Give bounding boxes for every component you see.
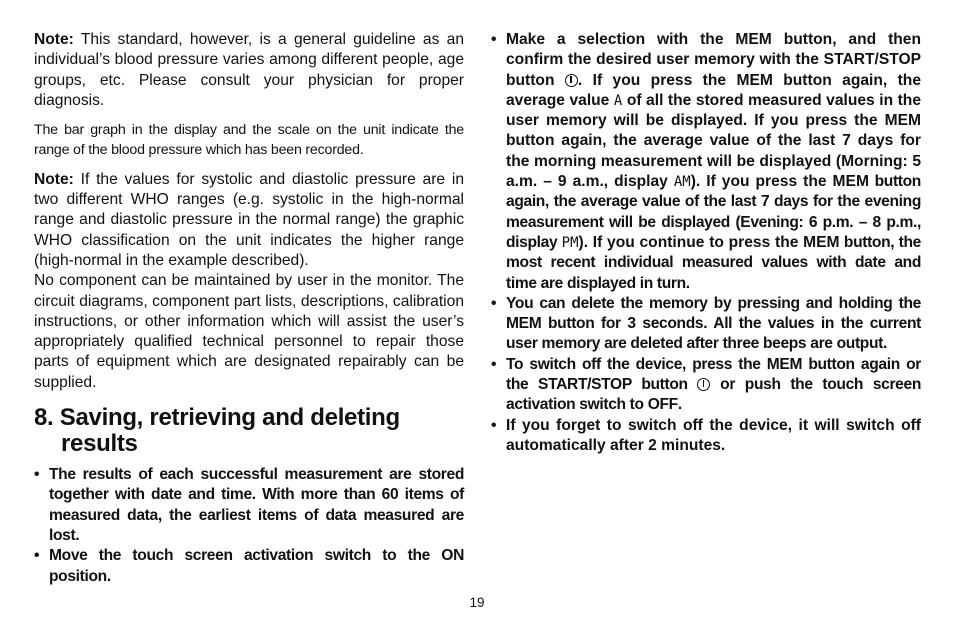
page-number: 19 — [469, 595, 485, 610]
bullet-text: ). If you continue to press the — [578, 233, 804, 251]
list-item — [491, 294, 921, 355]
bullet-text: button, and then confirm the desired user memory with the START/STOP button — [506, 31, 921, 89]
note-text: If the values for systolic and diastolic pressure are in two different WHO ranges (e.g. systolic in the high-normal range and diastolic pressure in the normal range) the graphic WHO classification on the unit indicates the higher range (high-normal in the example described). — [34, 170, 464, 269]
power-icon — [697, 378, 710, 391]
right-column — [491, 30, 921, 456]
bullet-text: button, the most recent individual measured values with date and time are displayed in turn. — [506, 233, 921, 292]
section-heading — [34, 405, 464, 457]
bullet-text: To switch off the device, press the — [506, 355, 767, 373]
mem-keyword: MEM — [735, 31, 772, 48]
left-column — [34, 30, 464, 587]
right-bullet-list — [491, 30, 921, 456]
list-item — [491, 30, 921, 294]
mem-keyword: MEM — [766, 355, 803, 373]
lcd-am-symbol: AM — [673, 174, 691, 191]
off-keyword: OFF — [647, 396, 678, 414]
bullet-text: of all the stored measured values in the user memory will be displayed. If you press the — [506, 91, 922, 130]
lcd-pm-symbol: PM — [561, 234, 579, 251]
note-paragraph-1 — [34, 30, 464, 111]
mem-keyword: MEM — [803, 233, 840, 251]
bullet-text: . If you press the — [577, 71, 737, 89]
note-text: This standard, however, is a general guideline as an individual’s blood pressure varies among different people, age groups, etc. Please consult your physician for proper diagnosis. — [34, 31, 464, 109]
list-item — [491, 355, 921, 416]
bullet-text: or push the touch screen activation switch to — [506, 376, 921, 414]
bullet-text: ). If you press the — [690, 173, 833, 191]
note-paragraph-2 — [34, 170, 464, 271]
list-item: • If you forget to switch off the device, it will switch off automatically after 2 minutes. — [491, 416, 921, 457]
bullet-text: button for 3 seconds. All the values in the current user memory are deleted after three beeps are output. — [506, 315, 921, 353]
bullet-text: button again or the START/STOP button — [506, 355, 921, 394]
heading-line-1: 8. Saving, retrieving and deleting — [34, 404, 400, 432]
lcd-average-symbol: A — [613, 92, 623, 109]
bullet-text: You can delete the memory by pressing and holding the — [506, 294, 921, 312]
bullet-text: button again, the average value — [506, 71, 921, 109]
mem-keyword: MEM — [506, 315, 542, 333]
list-item — [34, 546, 464, 587]
bar-graph-paragraph: The bar graph in the display and the scale on the unit indicate the range of the blood pressure which has been recorded. — [34, 122, 464, 159]
list-item: • The results of each successful measurement are stored together with date and time. With more than 60 items of measured data, the earliest items of data measured are lost. — [34, 465, 464, 546]
left-bullet-list — [34, 465, 464, 587]
bullet-text: Move the touch screen activation switch to the — [49, 547, 442, 565]
heading-line-2: results — [61, 430, 138, 458]
mem-keyword: MEM — [736, 71, 773, 89]
power-icon — [565, 74, 578, 87]
mem-keyword: MEM — [884, 112, 921, 130]
bullet-text: button again, the average value of the last 7 days for the morning measurement will be displayed (Morning: 5 a.m. – 9 a.m., display — [506, 132, 921, 191]
bullet-text: Make a selection with the — [506, 31, 736, 48]
bullet-text: button again, the average value of the last 7 days for the evening measurement will be displayed (Evening: 6 p.m. – 8 p.m., display — [506, 173, 921, 251]
bullet-text: position. — [49, 567, 111, 585]
note-label: Note: — [34, 170, 74, 188]
bullet-text: . — [677, 396, 682, 414]
maintenance-paragraph: No component can be maintained by user in the monitor. The circuit diagrams, component part lists, descriptions, calibration instructions, or other information which will assist the user’s appropriately qualified technical personnel to repair those parts of equipment which are designated repairably can be supplied. — [34, 272, 464, 391]
mem-keyword: MEM — [832, 173, 869, 191]
note-label: Note: — [34, 31, 74, 48]
on-keyword: ON — [441, 547, 464, 565]
